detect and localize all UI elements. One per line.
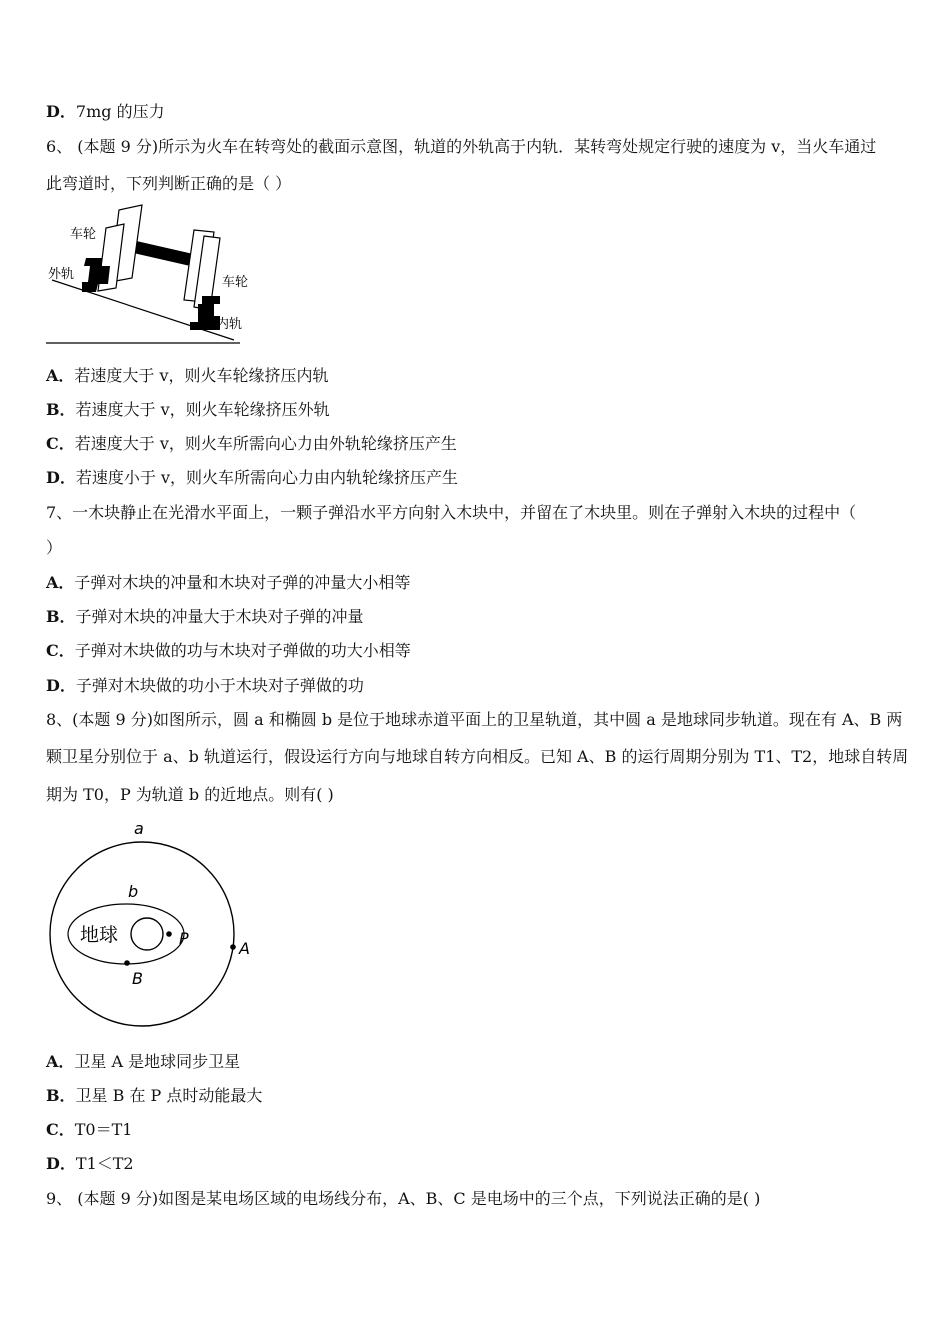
q9-stem-line1: 9、 (本题 9 分)如图是某电场区域的电场线分布，A、B、C 是电场中的三个点，下列说法正确的是( )	[46, 1189, 761, 1208]
option-letter: C．	[46, 1120, 75, 1139]
option-letter: A．	[46, 573, 75, 592]
q8-option-c	[46, 1120, 132, 1140]
orbit-a-circle	[50, 842, 234, 1026]
q5-option-d	[46, 102, 165, 122]
option-text: 7mg 的压力	[75, 102, 165, 121]
label-point-a: A	[239, 939, 250, 958]
q7-option-d	[46, 676, 364, 696]
label-point-p: P	[179, 929, 189, 948]
q8-option-d	[46, 1154, 134, 1174]
label-inner-rail: 内轨	[216, 317, 243, 332]
q6-stem-line2: 此弯道时，下列判断正确的是（ ）	[46, 174, 292, 193]
option-letter: A．	[46, 1052, 75, 1071]
option-text: T0＝T1	[74, 1120, 133, 1139]
q6-option-b	[46, 400, 330, 420]
option-text: 子弹对木块做的功小于木块对子弹做的功	[75, 676, 364, 695]
option-letter: A．	[46, 366, 75, 385]
label-point-b: B	[132, 969, 143, 988]
label-wheel-right: 车轮	[222, 275, 249, 290]
satellite-orbit-figure	[44, 818, 264, 1033]
option-text: 若速度大于 v，则火车轮缘挤压内轨	[74, 366, 329, 385]
label-earth: 地球	[80, 924, 119, 946]
q8-stem-line2: 颗卫星分别位于 a、b 轨道运行，假设运行方向与地球自转方向相反。已知 A、B 的运行周期分别为 T1、T2，地球自转周	[46, 747, 909, 766]
q7-stem-line2: ）	[46, 538, 63, 557]
q6-option-d	[46, 468, 458, 488]
q7-option-b	[46, 607, 364, 627]
option-letter: B．	[46, 1086, 76, 1105]
q7-option-a	[46, 573, 410, 593]
point-b-dot	[124, 960, 130, 966]
label-outer-rail: 外轨	[48, 267, 75, 282]
point-a-dot	[230, 944, 236, 950]
option-letter: D．	[46, 102, 76, 121]
q6-option-a	[46, 366, 329, 386]
option-letter: D．	[46, 1154, 76, 1173]
q8-option-b	[46, 1086, 262, 1106]
option-letter: B．	[46, 400, 76, 419]
option-text: 若速度小于 v，则火车所需向心力由内轨轮缘挤压产生	[75, 468, 459, 487]
option-letter: B．	[46, 607, 76, 626]
q7-stem-line1: 7、一木块静止在光滑水平面上，一颗子弹沿水平方向射入木块中，并留在了木块里。则在子弹射入木块的过程中（	[46, 503, 857, 522]
option-text: 子弹对木块的冲量和木块对子弹的冲量大小相等	[74, 573, 411, 592]
option-text: 子弹对木块做的功与木块对子弹做的功大小相等	[74, 641, 411, 660]
option-letter: C．	[46, 434, 75, 453]
option-letter: D．	[46, 468, 76, 487]
earth-circle	[131, 918, 163, 950]
label-wheel-left: 车轮	[70, 227, 97, 242]
q7-option-c	[46, 641, 411, 661]
option-text: 卫星 A 是地球同步卫星	[74, 1052, 241, 1071]
q8-stem-line3: 期为 T0，P 为轨道 b 的近地点。则有( )	[46, 785, 334, 804]
option-text: T1＜T2	[75, 1154, 134, 1173]
q6-option-c	[46, 434, 457, 454]
q8-option-a	[46, 1052, 240, 1072]
option-letter: D．	[46, 676, 76, 695]
q8-stem-line1: 8、(本题 9 分)如图所示，圆 a 和椭圆 b 是位于地球赤道平面上的卫星轨道，其中圆 a 是地球同步轨道。现在有 A、B 两	[46, 710, 903, 729]
q6-stem-line1: 6、 (本题 9 分)所示为火车在转弯处的截面示意图，轨道的外轨高于内轨．某转弯处规定行驶的速度为 v，当火车通过	[46, 137, 877, 156]
label-orbit-b: b	[128, 882, 139, 901]
option-text: 卫星 B 在 P 点时动能最大	[75, 1086, 263, 1105]
train-wheel-figure	[44, 200, 254, 350]
option-letter: C．	[46, 641, 75, 660]
option-text: 若速度大于 v，则火车所需向心力由外轨轮缘挤压产生	[74, 434, 457, 453]
label-orbit-a: a	[134, 819, 144, 838]
option-text: 子弹对木块的冲量大于木块对子弹的冲量	[75, 607, 364, 626]
point-p-dot	[166, 931, 172, 937]
option-text: 若速度大于 v，则火车轮缘挤压外轨	[75, 400, 330, 419]
